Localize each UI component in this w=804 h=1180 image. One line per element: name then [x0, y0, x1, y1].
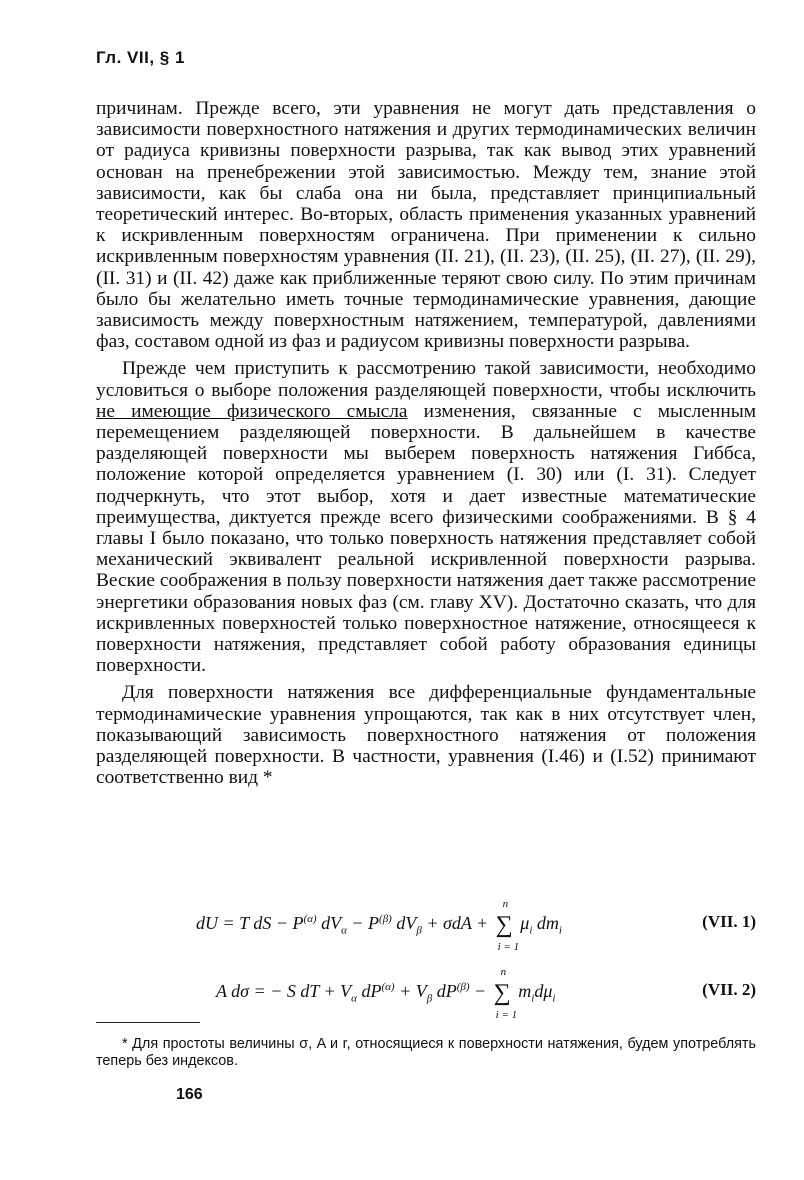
equation-number: (VII. 1) — [702, 912, 756, 931]
underlined-phrase: не имеющие физического смысла — [96, 400, 408, 422]
body-text — [96, 98, 756, 789]
equation-number: (VII. 2) — [702, 980, 756, 999]
footnote-text: * Для простоты величины σ, A и r, относящиеся к поверхности натяжения, будем употреблять теперь без индексов. — [96, 1036, 756, 1069]
paragraph-2-start: Прежде чем приступить к рассмотрению такой зависимости, необходимо условиться о выборе положения разделяющей поверхности, чтобы исключить — [96, 358, 756, 401]
equation-vii-1 — [96, 898, 756, 953]
footnote-divider — [96, 1022, 200, 1023]
running-header: Гл. VII, § 1 — [96, 48, 185, 67]
paragraph-2 — [96, 358, 756, 676]
footnote — [96, 1036, 756, 1070]
paragraph-3: Для поверхности натяжения все дифференциальные фундаментальные термодинамические уравнения упрощаются, так как в них отсутствует член, показывающий зависимость поверхностного натяжения от положения разделяющей поверхности. В частности, уравнения (I.46) и (I.52) принимают соответственно вид * — [96, 682, 756, 789]
equation-vii-2 — [96, 966, 756, 1021]
paragraph-1: причинам. Прежде всего, эти уравнения не могут дать представления о зависимости поверхностного натяжения и других термодинамических величин от радиуса кривизны поверхности разрыва, так как вывод этих уравнений основан на пренебрежении этой зависимостью. Между тем, знание этой зависимости, как бы слаба она ни была, представляет принципиальный теоретический интерес. Во-вторых, область применения указанных уравнений к искривленным поверхностям ограничена. При применении к сильно искривленным поверхностям уравнения (II. 21), (II. 23), (II. 25), (II. 27), (II. 29), (II. 31) и (II. 42) даже как приближенные теряют свою силу. По этим причинам было бы желательно иметь точные термодинамические уравнения, дающие зависимость между поверхностным натяжением, температурой, давлениями фаз, составом одной из фаз и радиусом кривизны поверхности разрыва. — [96, 98, 756, 353]
page-number: 166 — [176, 1086, 203, 1103]
sum-symbol: ∑ n i = 1 — [495, 898, 520, 953]
equation-formula: dU = T dS − $P^{(\alpha)}$ $dV_\alpha - P^{(\beta)}$ $dV_\beta + \sigma dA$ + ∑ n i = 1 $\mu_i$ $dm_i$ — [196, 898, 562, 953]
sum-symbol: ∑ n i = 1 — [493, 966, 518, 1021]
equation-formula: A dσ = − S dT + $V_\alpha$ $dP^{(\alpha)} + V_\beta$ $dP^{(\beta)}$ − ∑ n i = 1 $m_id\mu_i$ — [216, 966, 556, 1021]
paragraph-2-end: изменения, связанные с мысленным перемещением разделяющей поверхности. В дальнейшем в качестве разделяющей поверхности мы выберем поверхность натяжения Гиббса, положение которой определяется уравнением (I. 30) или (I. 31). Следует подчеркнуть, что этот выбор, хотя и дает известные математические преимущества, диктуется прежде всего физическими соображениями. В § 4 главы I было показано, что только поверхность натяжения представляет собой механический эквивалент реальной искривленной поверхности разрыва. Веские соображения в пользу поверхности натяжения дает также рассмотрение энергетики образования новых фаз (см. главу XV). Достаточно сказать, что для искривленных поверхностей только поверхностное натяжение, относящееся к поверхности натяжения, представляет собой работу образования единицы поверхности. — [96, 400, 756, 677]
